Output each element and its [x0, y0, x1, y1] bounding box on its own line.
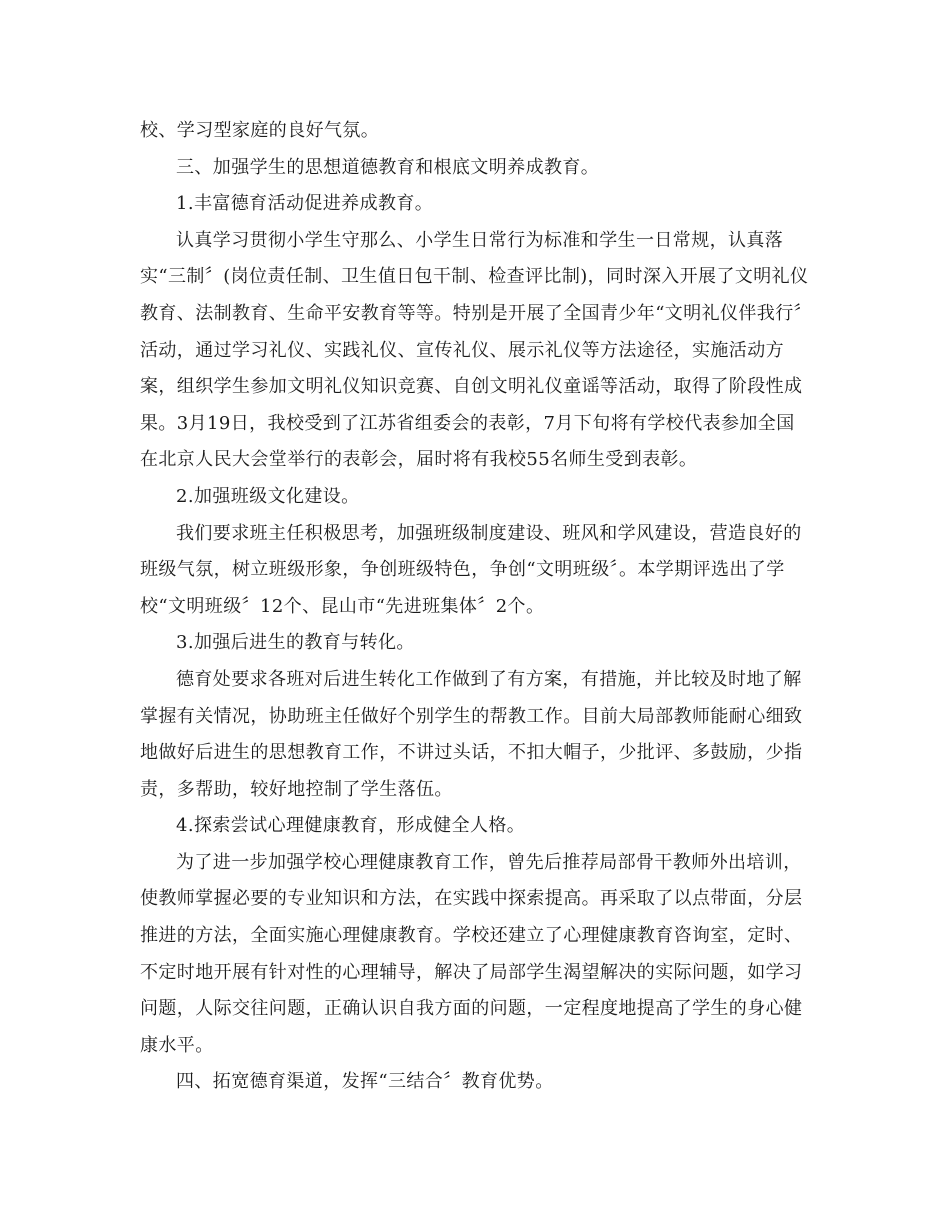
paragraph-class-culture: 我们要求班主任积极思考，加强班级制度建设、班风和学风建设，营造良好的班级气氛，树立班级形象，争创班级特色，争创“文明班级〞。本学期评选出了学校“文明班级〞12个、昆山市“先进班集体〞2个。	[140, 522, 802, 617]
subheading-1: 1.丰富德育活动促进养成教育。	[176, 193, 434, 215]
paragraph-lagging-students: 德育处要求各班对后进生转化工作做到了有方案，有措施，并比较及时地了解掌握有关情况，协助班主任做好个别学生的帮教工作。目前大局部教师能耐心细致地做好后进生的思想教育工作，不讲过头话，不扣大帽子，少批评、多鼓励，少指责，多帮助，较好地控制了学生落伍。	[140, 668, 803, 800]
paragraph-etiquette-activities: 认真学习贯彻小学生守那么、小学生日常行为标准和学生一日常规，认真落实“三制〞(岗位责任制、卫生值日包干制、检查评比制)，同时深入开展了文明礼仪教育、法制教育、生命平安教育等等。特别是开展了全国青少年“文明礼仪伴我行〞活动，通过学习礼仪、实践礼仪、宣传礼仪、展示礼仪等方法途径，实施活动方案，组织学生参加文明礼仪知识竞赛、自创文明礼仪童谣等活动，取得了阶段性成果。3月19日，我校受到了江苏省组委会的表彰，7月下旬将有学校代表参加全国在北京人民大会堂举行的表彰会，届时将有我校55名师生受到表彰。	[140, 229, 812, 471]
document-body	[140, 113, 812, 1101]
section-heading-4: 四、拓宽德育渠道，发挥“三结合〞教育优势。	[176, 1071, 554, 1093]
subheading-3: 3.加强后进生的教育与转化。	[176, 632, 415, 654]
subheading-4: 4.探索尝试心理健康教育，形成健全人格。	[176, 815, 526, 837]
section-heading-3: 三、加强学生的思想道德教育和根底文明养成教育。	[176, 156, 600, 178]
subheading-2: 2.加强班级文化建设。	[176, 485, 360, 507]
paragraph-mental-health: 为了进一步加强学校心理健康教育工作，曾先后推荐局部骨干教师外出培训，使教师掌握必要的专业知识和方法，在实践中探索提高。再采取了以点带面，分层推进的方法，全面实施心理健康教育。学校还建立了心理健康教育咨询室，定时、不定时地开展有针对性的心理辅导，解决了局部学生渴望解决的实际问题，如学习问题，人际交往问题，正确认识自我方面的问题，一定程度地提高了学生的身心健康水平。	[140, 851, 803, 1056]
paragraph-continuation: 校、学习型家庭的良好气氛。	[140, 120, 380, 141]
